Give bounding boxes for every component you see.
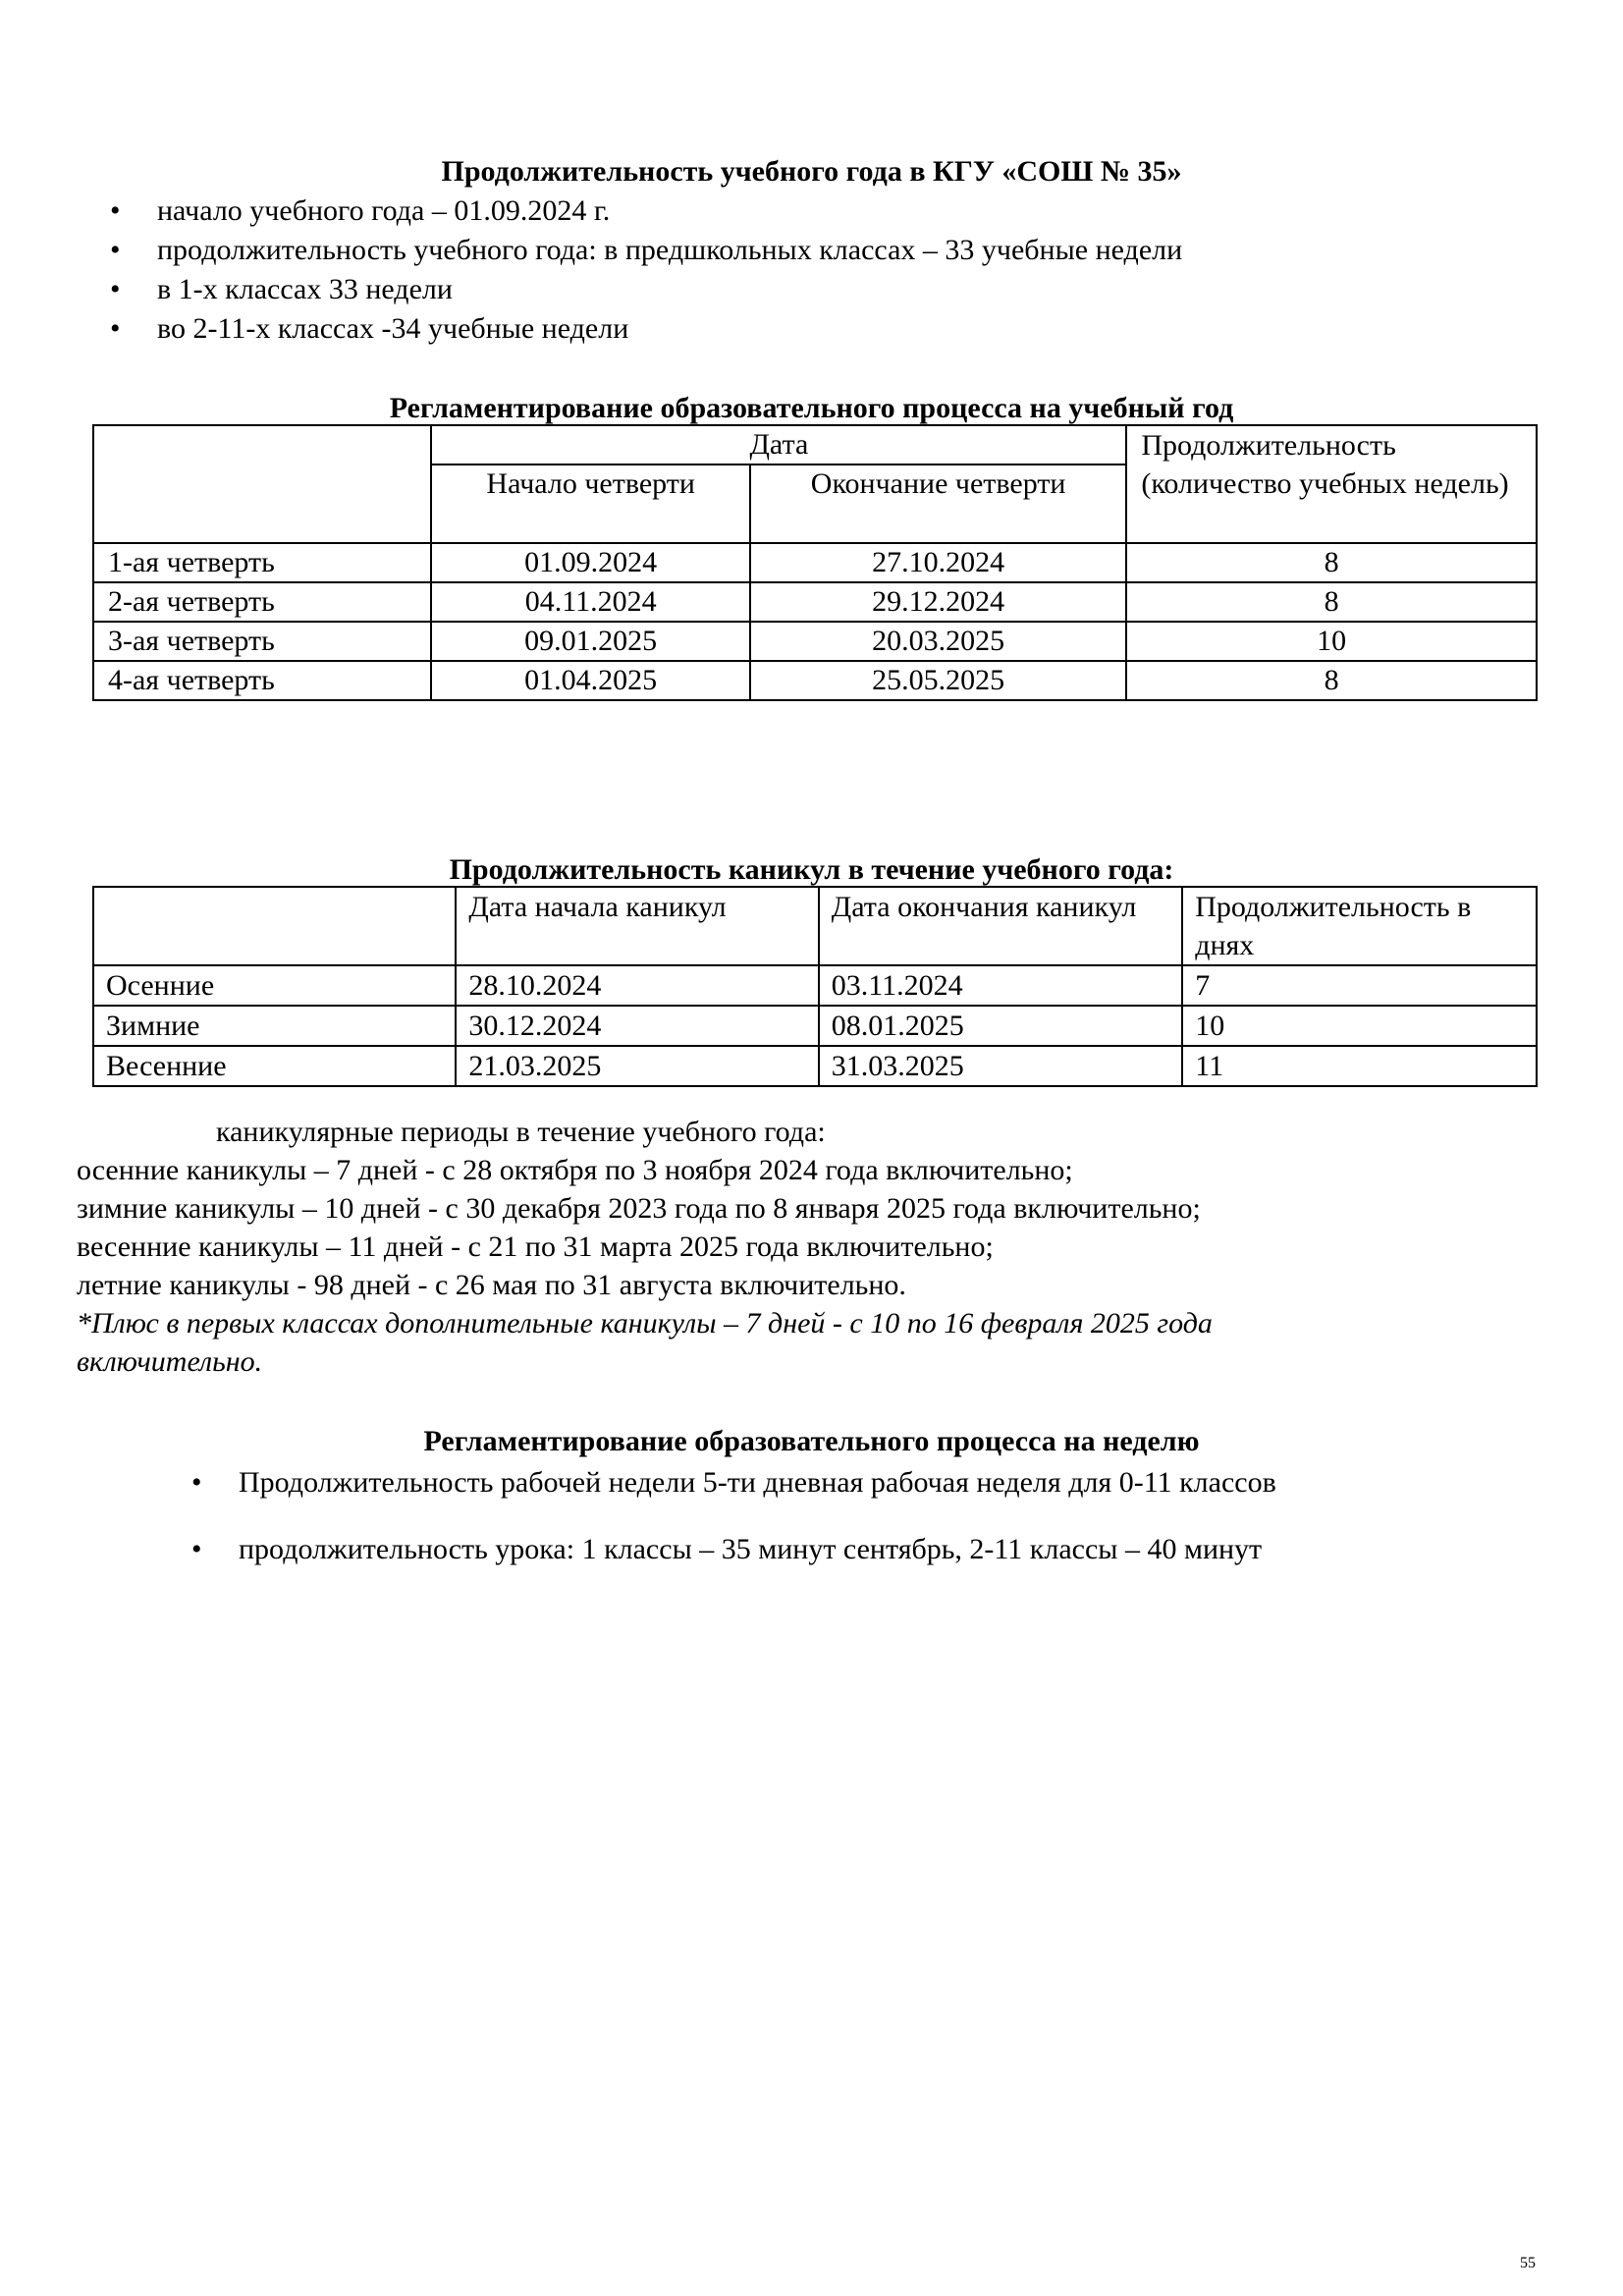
period-line: весенние каникулы – 11 дней - с 21 по 31 марта 2025 года включительно; xyxy=(77,1230,994,1263)
table-row xyxy=(93,1006,1537,1046)
table-row xyxy=(93,543,1537,582)
quarter-name: 3-ая четверть xyxy=(93,622,431,661)
quarter-name: 1-ая четверть xyxy=(93,543,431,582)
page-number: 55 xyxy=(1520,2255,1536,2271)
quarter-start: 01.09.2024 xyxy=(431,543,750,582)
start-header: Начало четверти xyxy=(431,465,750,543)
list-item: • в 1-х классах 33 недели xyxy=(157,270,1182,309)
holiday-end: 31.03.2025 xyxy=(819,1046,1182,1086)
holiday-days-header: Продолжительность в днях xyxy=(1182,887,1537,965)
holiday-periods xyxy=(77,1113,1213,1381)
quarter-weeks: 8 xyxy=(1126,661,1537,700)
quarter-end: 27.10.2024 xyxy=(750,543,1126,582)
end-header: Окончание четверти xyxy=(750,465,1126,543)
periods-intro: каникулярные периоды в течение учебного года: xyxy=(216,1116,826,1148)
empty-header-cell xyxy=(93,887,456,965)
table-row xyxy=(93,661,1537,700)
holiday-days: 11 xyxy=(1182,1046,1537,1086)
holiday-start: 30.12.2024 xyxy=(456,1006,818,1046)
list-item: • продолжительность урока: 1 классы – 35 минут сентябрь, 2-11 классы – 40 минут xyxy=(239,1530,1276,1569)
holiday-name: Весенние xyxy=(93,1046,456,1086)
quarter-end: 20.03.2025 xyxy=(750,622,1126,661)
period-line: зимние каникулы – 10 дней - с 30 декабря 2023 года по 8 января 2025 года включительно; xyxy=(77,1192,1201,1225)
holiday-days: 7 xyxy=(1182,965,1537,1006)
quarter-end: 29.12.2024 xyxy=(750,582,1126,622)
week-regulation-list xyxy=(239,1463,1276,1569)
holiday-end-header: Дата окончания каникул xyxy=(819,887,1182,965)
quarters-table-title: Регламентирование образовательного процесса на учебный год xyxy=(389,392,1234,424)
quarter-name: 4-ая четверть xyxy=(93,661,431,700)
holiday-start-header: Дата начала каникул xyxy=(456,887,818,965)
quarter-start: 01.04.2025 xyxy=(431,661,750,700)
list-item: • продолжительность учебного года: в предшкольных классах – 33 учебные недели xyxy=(157,231,1182,270)
list-item: • начало учебного года – 01.09.2024 г. xyxy=(157,191,1182,231)
period-line: осенние каникулы – 7 дней - с 28 октября по 3 ноября 2024 года включительно; xyxy=(77,1154,1073,1186)
school-year-list xyxy=(157,191,1182,349)
holiday-end: 08.01.2025 xyxy=(819,1006,1182,1046)
extra-holidays-note: *Плюс в первых классах дополнительные каникулы – 7 дней - с 10 по 16 февраля 2025 года xyxy=(77,1307,1213,1339)
week-regulation-title: Регламентирование образовательного процесса на неделю xyxy=(423,1425,1200,1457)
table-row xyxy=(93,425,1537,465)
school-year-title: Продолжительность учебного года в КГУ «СОШ № 35» xyxy=(441,155,1182,188)
holiday-days: 10 xyxy=(1182,1006,1537,1046)
holiday-name: Зимние xyxy=(93,1006,456,1046)
list-item: • Продолжительность рабочей недели 5-ти дневная рабочая неделя для 0-11 классов xyxy=(239,1463,1276,1503)
table-row xyxy=(93,1046,1537,1086)
date-header: Дата xyxy=(431,425,1126,465)
holiday-name: Осенние xyxy=(93,965,456,1006)
extra-holidays-note-cont: включительно. xyxy=(77,1345,263,1378)
quarter-start: 04.11.2024 xyxy=(431,582,750,622)
list-item: • во 2-11-х классах -34 учебные недели xyxy=(157,309,1182,349)
holidays-table-title: Продолжительность каникул в течение учебного года: xyxy=(449,853,1174,886)
holiday-end: 03.11.2024 xyxy=(819,965,1182,1006)
holiday-start: 21.03.2025 xyxy=(456,1046,818,1086)
quarter-start: 09.01.2025 xyxy=(431,622,750,661)
holiday-start: 28.10.2024 xyxy=(456,965,818,1006)
table-row xyxy=(93,965,1537,1006)
quarter-name: 2-ая четверть xyxy=(93,582,431,622)
table-row xyxy=(93,887,1537,965)
quarters-table xyxy=(92,424,1538,701)
quarter-weeks: 10 xyxy=(1126,622,1537,661)
table-row xyxy=(93,622,1537,661)
holidays-table xyxy=(92,886,1538,1087)
quarter-end: 25.05.2025 xyxy=(750,661,1126,700)
duration-header: Продолжительность (количество учебных недель) xyxy=(1126,425,1537,543)
empty-header-cell xyxy=(93,425,431,543)
quarter-weeks: 8 xyxy=(1126,582,1537,622)
period-line: летние каникулы - 98 дней - с 26 мая по 31 августа включительно. xyxy=(77,1269,906,1301)
quarter-weeks: 8 xyxy=(1126,543,1537,582)
table-row xyxy=(93,582,1537,622)
